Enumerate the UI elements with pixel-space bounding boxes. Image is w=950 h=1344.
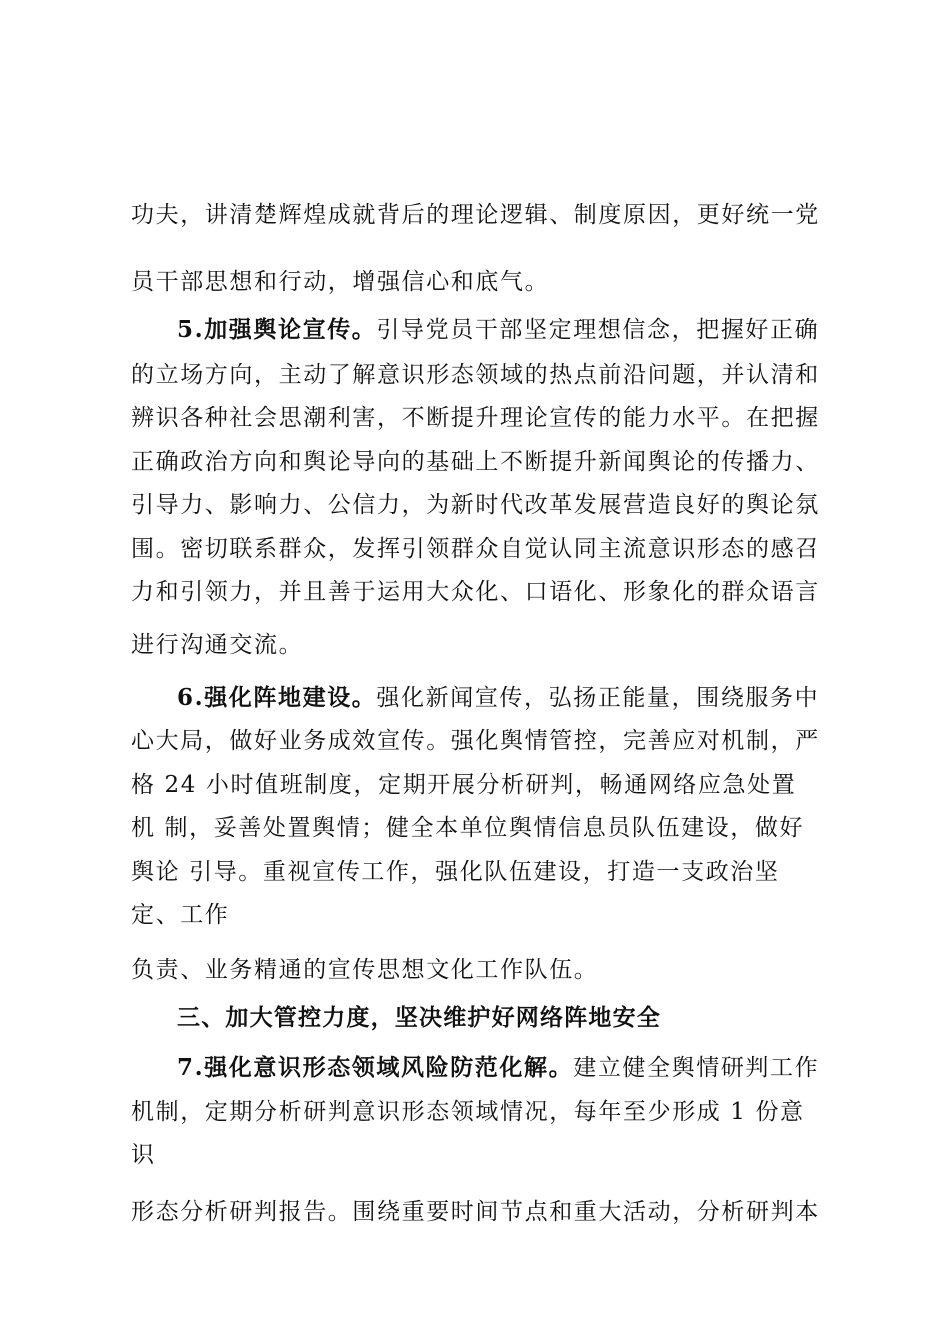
- paragraph-line: 形态分析研判报告。围绕重要时间节点和重大活动，分析研判本: [131, 1199, 820, 1225]
- paragraph-line: 进行沟通交流。: [131, 632, 304, 658]
- paragraph-line: 格 24 小时值班制度，定期开展分析研判，畅通网络应急处置: [131, 772, 797, 798]
- item-7-heading: 7.强化意识形态领域风险防范化解。: [177, 1054, 574, 1081]
- paragraph-line: 员干部思想和行动，增强信心和底气。: [131, 269, 550, 295]
- paragraph-line: 的立场方向，主动了解意识形态领域的热点前沿问题，并认清和: [131, 362, 820, 388]
- paragraph-line: 机制，定期分析研判意识形态领域情况，每年至少形成 1 份意: [131, 1099, 805, 1125]
- paragraph-line: 心大局，做好业务成效宣传。强化舆情管控，完善应对机制，严: [131, 728, 820, 754]
- paragraph-line: 围。密切联系群众，发挥引领群众自觉认同主流意识形态的感召: [131, 536, 820, 562]
- item-5-heading: 5.加强舆论宣传。: [177, 316, 377, 343]
- item-7-text: 建立健全舆情研判工作: [573, 1055, 820, 1081]
- paragraph-line: 识: [131, 1142, 156, 1168]
- paragraph-line: 定、工作: [131, 902, 230, 928]
- item-6-text: 强化新闻宣传，弘扬正能量，围绕服务中: [376, 685, 820, 711]
- paragraph-line: [177, 683, 819, 713]
- item-5-text: 引导党员干部坚定理想信念，把握好正确: [376, 317, 820, 343]
- paragraph-line: [177, 315, 819, 345]
- paragraph-line: 辨识各种社会思潮利害，不断提升理论宣传的能力水平。在把握: [131, 405, 820, 431]
- paragraph-line: 正确政治方向和舆论导向的基础上不断提升新闻舆论的传播力、: [131, 449, 820, 475]
- paragraph-line: 舆论 引导。重视宣传工作，强化队伍建设，打造一支政治坚: [131, 859, 780, 885]
- section-heading: 三、加大管控力度，坚决维护好网络阵地安全: [177, 1005, 661, 1031]
- paragraph-line: 负责、业务精通的宣传思想文化工作队伍。: [131, 957, 599, 983]
- item-6-heading: 6.强化阵地建设。: [177, 684, 377, 711]
- paragraph-line: 引导力、影响力、公信力，为新时代改革发展营造良好的舆论氛: [131, 492, 820, 518]
- paragraph-line: 机 制，妥善处置舆情；健全本单位舆情信息员队伍建设，做好: [131, 815, 805, 841]
- paragraph-line: 力和引领力，并且善于运用大众化、口语化、形象化的群众语言: [131, 579, 820, 605]
- paragraph-line: 功夫，讲清楚辉煌成就背后的理论逻辑、制度原因，更好统一党: [131, 202, 820, 228]
- paragraph-line: [177, 1053, 819, 1083]
